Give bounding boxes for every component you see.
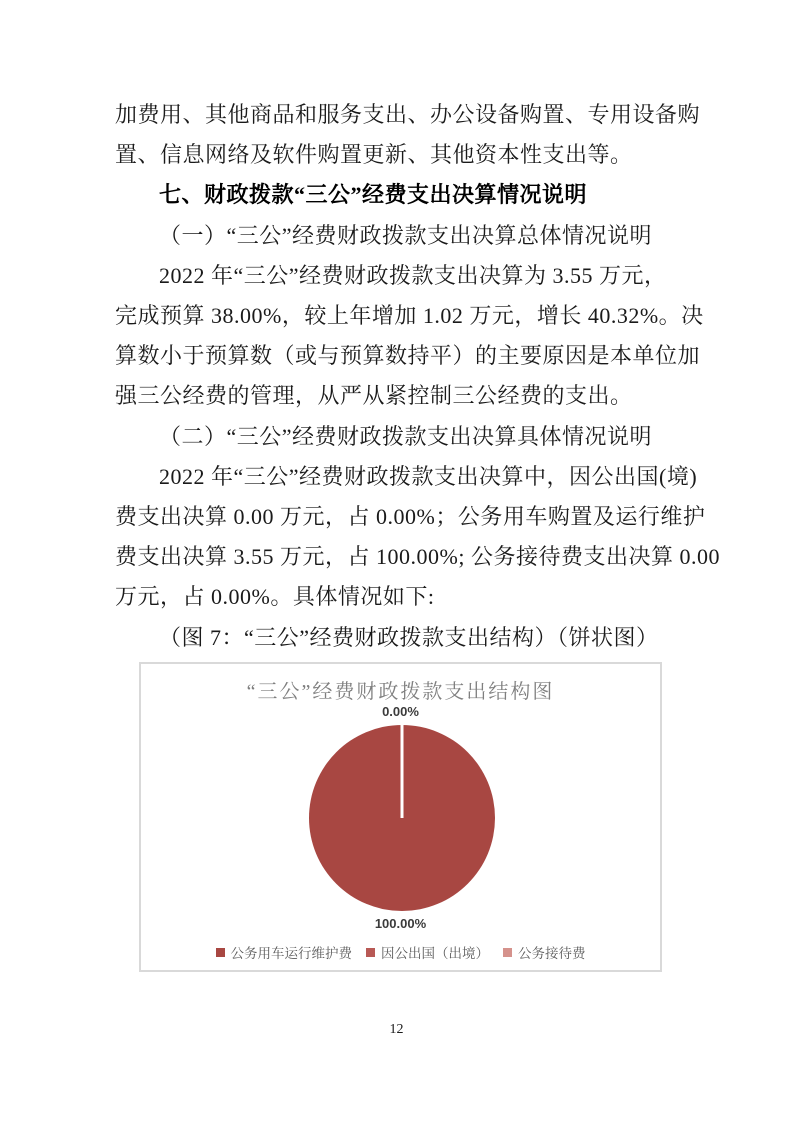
legend-swatch-icon	[216, 948, 225, 957]
text-line: 2022 年“三公”经费财政拨款支出决算中，因公出国(境)	[159, 463, 698, 489]
text-line: 完成预算 38.00%，较上年增加 1.02 万元，增长 40.32%。决	[115, 303, 704, 329]
pie-svg	[308, 724, 496, 912]
pie-data-label-bottom: 100.00%	[374, 916, 427, 931]
document-body	[115, 95, 720, 658]
section-heading: 七、财政拨款“三公”经费支出决算情况说明	[159, 182, 588, 208]
chart-title: “三公”经费财政拨款支出结构图	[246, 681, 555, 703]
text-line: 费支出决算 0.00 万元，占 0.00%；公务用车购置及运行维护	[115, 504, 706, 530]
page-number: 12	[389, 1022, 404, 1037]
pie-chart-frame	[139, 662, 662, 972]
text-line: （图 7：“三公”经费财政拨款支出结构）（饼状图）	[159, 624, 659, 650]
legend-item	[503, 942, 586, 962]
legend-swatch-icon	[503, 948, 512, 957]
text-line: 算数小于预算数（或与预算数持平）的主要原因是本单位加	[115, 343, 701, 369]
text-line: （二）“三公”经费财政拨款支出决算具体情况说明	[159, 423, 653, 449]
legend-swatch-icon	[366, 948, 375, 957]
pie-chart	[308, 724, 496, 912]
chart-legend	[141, 942, 660, 962]
text-line: 加费用、其他商品和服务支出、办公设备购置、专用设备购	[115, 102, 701, 127]
text-line: （一）“三公”经费财政拨款支出决算总体情况说明	[159, 222, 653, 248]
legend-item	[366, 942, 489, 962]
text-line: 强三公经费的管理，从严从紧控制三公经费的支出。	[115, 383, 633, 409]
text-line: 2022 年“三公”经费财政拨款支出决算为 3.55 万元，	[159, 262, 667, 288]
text-line: 置、信息网络及软件购置更新、其他资本性支出等。	[115, 142, 633, 168]
text-line: 万元，占 0.00%。具体情况如下:	[115, 584, 435, 610]
legend-label: 因公出国（出境）	[381, 946, 489, 961]
legend-label: 公务接待费	[518, 946, 586, 961]
legend-label: 公务用车运行维护费	[230, 946, 352, 961]
legend-item	[216, 942, 353, 962]
pie-data-label-top: 0.00%	[382, 704, 419, 719]
text-line: 费支出决算 3.55 万元，占 100.00%; 公务接待费支出决算 0.00	[115, 544, 720, 570]
